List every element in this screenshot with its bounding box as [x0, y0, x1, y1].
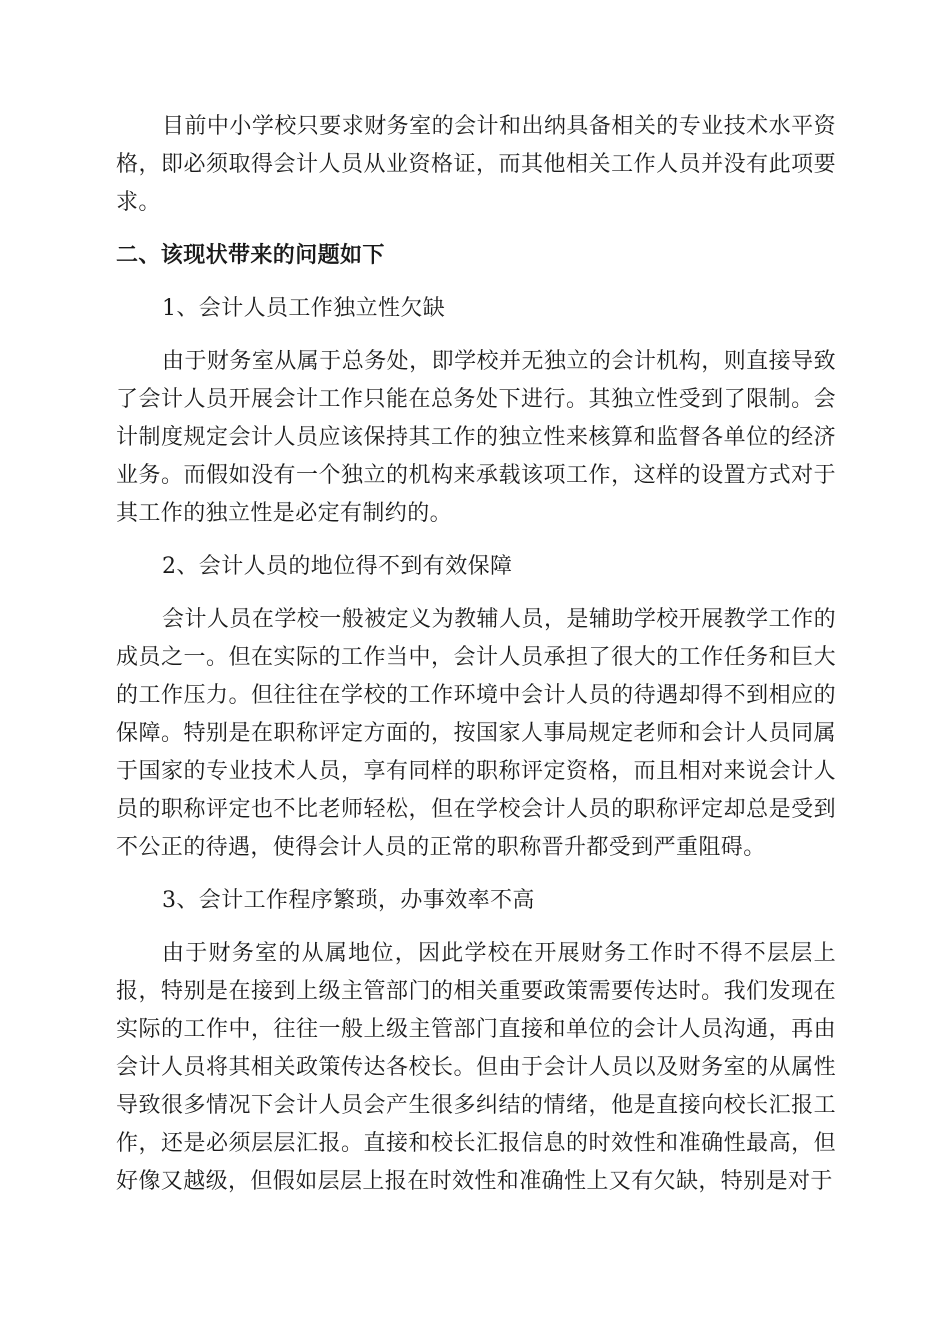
subheading-procedure: 3、会计工作程序繁琐，办事效率不高 [162, 888, 535, 913]
paragraph-intro: 目前中小学校只要求财务室的会计和出纳具备相关的专业技术水平资格，即必须取得会计人员从业资格证，而其他相关工作人员并没有此项要求。 [116, 114, 836, 215]
document-body [116, 108, 836, 1216]
paragraph-independence: 由于财务室从属于总务处，即学校并无独立的会计机构，则直接导致了会计人员开展会计工作只能在总务处下进行。其独立性受到了限制。会计制度规定会计人员应该保持其工作的独立性来核算和监督各单位的经济业务。而假如没有一个独立的机构来承载该项工作，这样的设置方式对于其工作的独立性是必定有制约的。 [116, 349, 836, 526]
paragraph-status: 会计人员在学校一般被定义为教辅人员，是辅助学校开展教学工作的成员之一。但在实际的工作当中，会计人员承担了很大的工作任务和巨大的工作压力。但往往在学校的工作环境中会计人员的待遇却得不到相应的保障。特别是在职称评定方面的，按国家人事局规定老师和会计人员同属于国家的专业技术人员，享有同样的职称评定资格，而且相对来说会计人员的职称评定也不比老师轻松，但在学校会计人员的职称评定却总是受到不公正的待遇，使得会计人员的正常的职称晋升都受到严重阻碍。 [116, 607, 836, 860]
subheading-status: 2、会计人员的地位得不到有效保障 [162, 554, 513, 579]
section-heading-problems: 二、该现状带来的问题如下 [116, 243, 385, 268]
paragraph-procedure: 由于财务室的从属地位，因此学校在开展财务工作时不得不层层上报，特别是在接到上级主管部门的相关重要政策需要传达时。我们发现在实际的工作中，往往一般上级主管部门直接和单位的会计人员沟通，再由会计人员将其相关政策传达各校长。但由于会计人员以及财务室的从属性导致很多情况下会计人员会产生很多纠结的情绪，他是直接向校长汇报工作，还是必须层层汇报。直接和校长汇报信息的时效性和准确性最高，但好像又越级，但假如层层上报在时效性和准确性上又有欠缺，特别是对于 [116, 941, 836, 1194]
subheading-independence: 1、会计人员工作独立性欠缺 [162, 296, 446, 321]
